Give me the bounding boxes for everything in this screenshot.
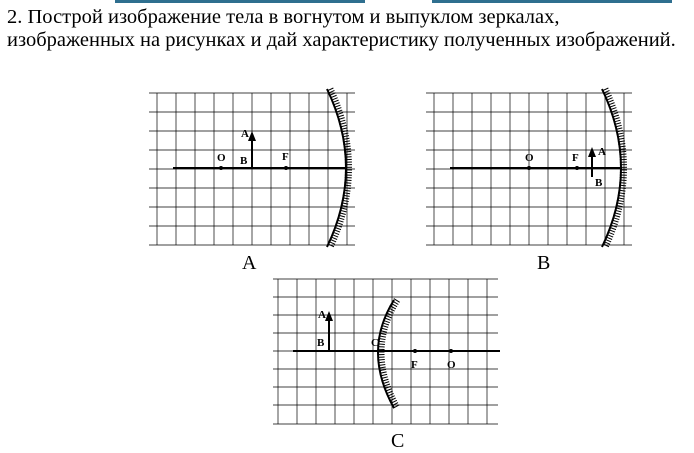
figure-a-point-f xyxy=(284,166,288,170)
figure-c-convex-mirror xyxy=(378,300,397,408)
figure-c-caption: C xyxy=(391,430,405,452)
figure-c-label-b: B xyxy=(317,337,325,349)
figure-b-point-f xyxy=(575,166,579,170)
figure-b-caption: B xyxy=(537,252,551,274)
figure-a-arrowhead xyxy=(248,131,256,141)
figure-c-arrowhead xyxy=(325,311,333,321)
figure-c-label-a: A xyxy=(318,309,326,321)
figure-b-label-f: F xyxy=(572,152,579,164)
figure-b-arrowhead xyxy=(588,147,596,157)
figure-c-label-o: O xyxy=(447,359,456,371)
figure-b-label-a: A xyxy=(598,146,606,158)
figure-c-label-c: C xyxy=(371,337,379,349)
figure-a-label-o: O xyxy=(217,152,226,164)
figure-a-caption: A xyxy=(242,252,257,274)
figure-b-label-o: O xyxy=(525,152,534,164)
figure-a-point-o xyxy=(219,166,223,170)
figure-a-label-a: A xyxy=(241,128,249,140)
figure-b xyxy=(422,85,642,255)
figure-c-point-f xyxy=(413,349,417,353)
figure-a-label-f: F xyxy=(282,151,289,163)
figure-c-label-f: F xyxy=(411,359,418,371)
top-decoration-left xyxy=(115,0,365,3)
figure-b-point-o xyxy=(527,166,531,170)
figure-a-label-b: B xyxy=(240,155,248,167)
top-decoration-right xyxy=(432,0,672,3)
figure-a xyxy=(145,85,365,255)
figure-b-label-b: B xyxy=(595,177,603,189)
figure-c-point-o xyxy=(449,349,453,353)
task-text: 2. Построй изображение тела в вогнутом и выпуклом зеркалах, изображенных на рисунках и дай характеристику полученных изображений. xyxy=(7,6,676,51)
figure-c xyxy=(268,274,508,434)
